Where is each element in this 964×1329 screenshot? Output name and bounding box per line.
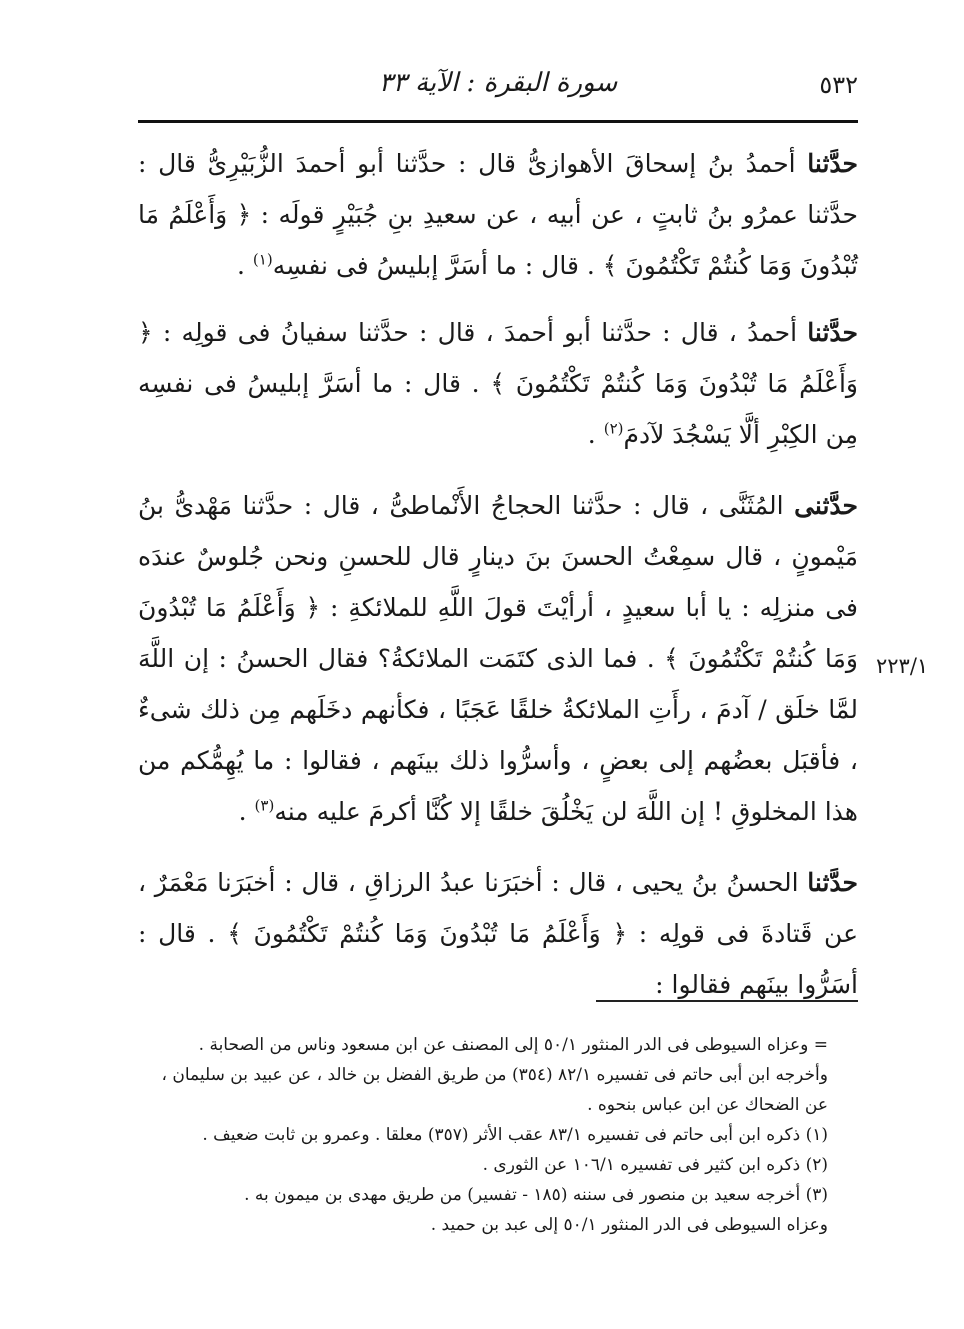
footnote-line: = وعزاه السيوطى فى الدر المنثور ٥٠/١ إلى المصنف عن ابن مسعود وناس من الصحابة . bbox=[198, 1035, 828, 1055]
page-number: ٥٣٢ bbox=[819, 71, 858, 99]
paragraph-end: . bbox=[237, 251, 253, 280]
footnote-ref: (١) bbox=[252, 250, 273, 269]
paragraph-text: أحمدُ بنُ إسحاقَ الأهوازىُّ قال : حدَّثنا أبو أحمدَ الزُّبَيْرِىُّ قال : حدَّثنا عمرُو بنُ ثابتٍ ، عن أبيه ، عن سعيدِ بنِ جُبَيْرٍ قولَه : ﴿ وَأَعْلَمُ مَا تُبْدُونَ وَمَا كُنتُمْ تَكْتُمُونَ ﴾ . قال : ما أسَرَّ إبليسُ فى نفسِه bbox=[138, 149, 858, 280]
footnote-ref: (٣) bbox=[254, 796, 275, 815]
footnote-line: (٢) ذكره ابن كثير فى تفسيره ١٠٦/١ عن الثورى . bbox=[482, 1155, 828, 1175]
paragraph-lead: حدَّثنى bbox=[794, 491, 858, 520]
footnotes bbox=[138, 1030, 828, 1240]
footnote-line: (١) ذكره ابن أبى حاتم فى تفسيره ٨٣/١ عقب الأثر (٣٥٧) معلقا . وعمرو بن ثابت ضعيف . bbox=[202, 1125, 828, 1145]
page-header bbox=[138, 58, 858, 108]
running-title: سورة البقرة : الآية ٣٣ bbox=[378, 68, 618, 98]
paragraph-text: أحمدُ ، قال : حدَّثنا أبو أحمدَ ، قال : حدَّثنا سفيانُ فى قولِه : ﴿ وَأَعْلَمُ مَا تُبْدُونَ وَمَا كُنتُمْ تَكْتُمُونَ ﴾ . قال : ما أسَرَّ إبليسُ فى نفسِه مِن الكِبْرِ ألَّا يَسْجُدَ لآدمَ bbox=[138, 318, 858, 449]
paragraph-end: . bbox=[238, 797, 255, 826]
footnote-ref: (٢) bbox=[603, 419, 624, 438]
main-text bbox=[138, 138, 858, 1030]
footnote-separator bbox=[596, 1000, 858, 1002]
footnote-line: (٣) أخرجه سعيد بن منصور فى سننه (١٨٥ - تفسير) من طريق مهدى بن ميمون به . bbox=[244, 1185, 828, 1205]
footnote-line: وأخرجه ابن أبى حاتم فى تفسيره ٨٢/١ (٣٥٤) من طريق الفضل بن خالد ، عن عبيد بن سليمان ، عن الضحاك عن ابن عباس بنحوه . bbox=[161, 1065, 828, 1115]
paragraph-4 bbox=[138, 857, 858, 1010]
paragraph-lead: حدَّثنا bbox=[807, 868, 858, 897]
paragraph-text: الحسنُ بنُ يحيى ، قال : أخبَرَنا عبدُ الرزاقِ ، قال : أخبَرَنا مَعْمَرٌ ، عن قَتادةَ فى قولِه : ﴿ وَأَعْلَمُ مَا تُبْدُونَ وَمَا كُنتُمْ تَكْتُمُونَ ﴾ . قال : أسَرُّوا بينَهم فقالوا : bbox=[138, 868, 858, 999]
header-rule bbox=[138, 120, 858, 123]
paragraph-1 bbox=[138, 138, 858, 291]
paragraph-lead: حدَّثنا bbox=[807, 318, 858, 347]
paragraph-3 bbox=[138, 480, 858, 837]
footnote-line: وعزاه السيوطى فى الدر المنثور ٥٠/١ إلى عبد بن حميد . bbox=[430, 1215, 828, 1235]
paragraph-end: . bbox=[587, 420, 604, 449]
paragraph-lead: حدَّثنا bbox=[807, 149, 858, 178]
paragraph-2 bbox=[138, 307, 858, 460]
margin-volume-page-marker: ٢٢٣/١ bbox=[876, 654, 929, 678]
paragraph-text: المُثَنَّى ، قال : حدَّثنا الحجاجُ الأَنْماطىُّ ، قال : حدَّثنا مَهْدىُّ بنُ مَيْمونٍ ، قال سمِعْتُ الحسنَ بنَ دينارٍ قال للحسنِ ونحن جُلوسٌ عندَه فى منزلِه : يا أبا سعيدٍ ، أرأيْتَ قولَ اللَّهِ للملائكةِ : ﴿ وَأَعْلَمُ مَا تُبْدُونَ وَمَا كُنتُمْ تَكْتُمُونَ ﴾ . فما الذى كتَمَت الملائكةُ؟ فقال الحسنُ : إن اللَّهَ لمَّا خلَق / آدمَ ، رأَتِ الملائكةُ خلقًا عَجَبًا ، فكأنهم دخَلَهم مِن ذلك شىءٌ ، فأقبَل بعضُهم إلى بعضٍ ، وأسرُّوا ذلك بينَهم ، فقالوا : ما يُهِمُّكم من هذا المخلوقِ ! إن اللَّهَ لن يَخْلُقَ خلقًا إلا كُنَّا أكرمَ عليه منه bbox=[138, 491, 858, 826]
